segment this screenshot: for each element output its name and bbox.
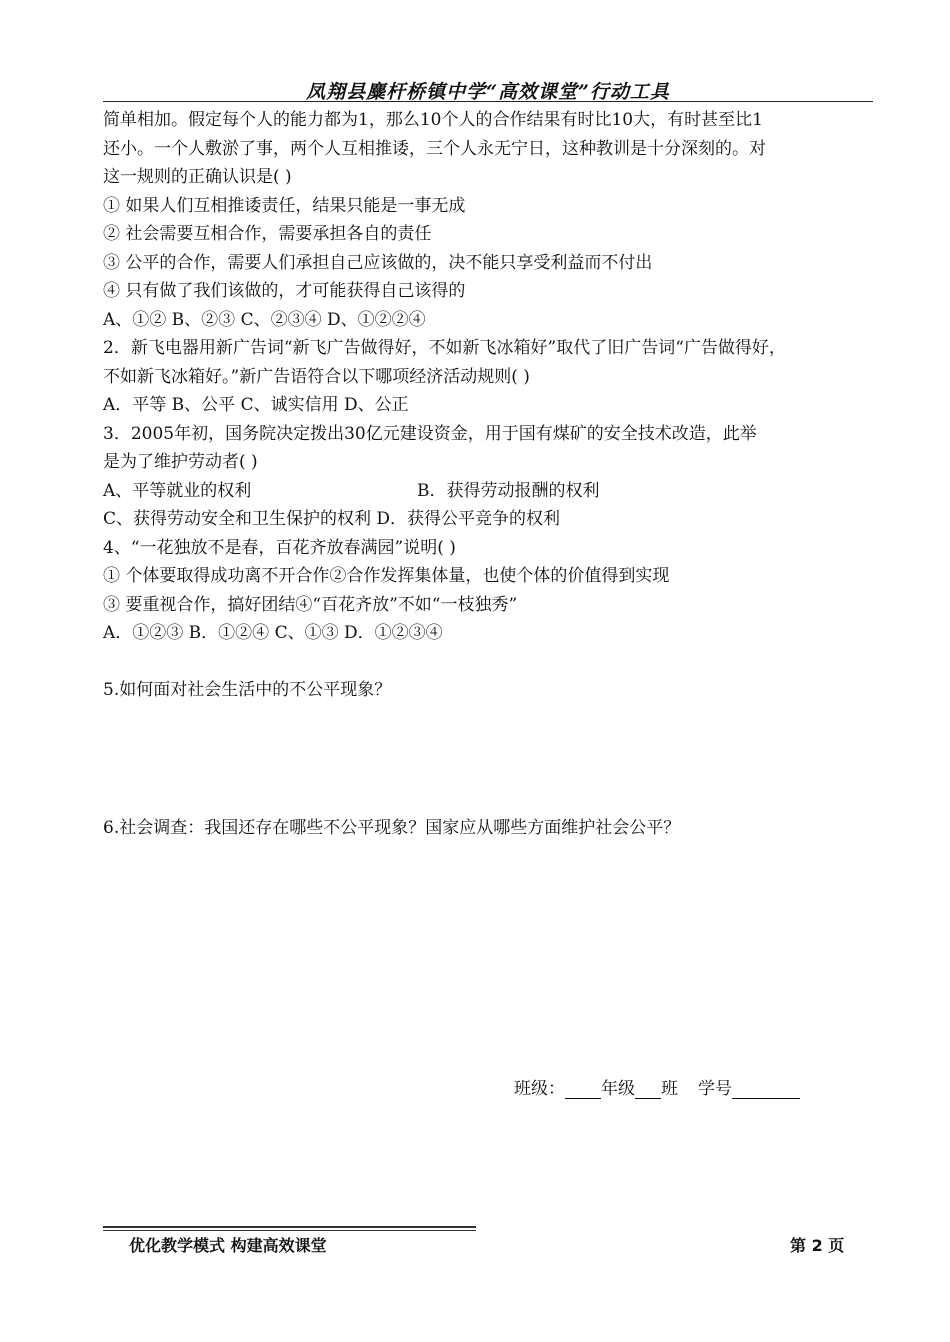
q1-line-1: 简单相加。假定每个人的能力都为1，那么10个人的合作结果有时比10大，有时甚至比1 — [103, 110, 763, 130]
q3-line-2: 是为了维护劳动者( ) — [103, 452, 258, 472]
footer-slogan: 优化教学模式 构建高效课堂 — [129, 1236, 327, 1255]
worksheet-body — [103, 106, 878, 843]
class-label: 班级： — [514, 1079, 565, 1099]
q4-answers: A．①②③ B．①②④ C、①③ D．①②③④ — [103, 623, 443, 643]
q6-text: 6.社会调查：我国还存在哪些不公平现象？国家应从哪些方面维护社会公平？ — [103, 818, 681, 838]
q2-line-2: 不如新飞冰箱好。”新广告语符合以下哪项经济活动规则( ) — [103, 366, 530, 387]
q1-answers: A、①② B、②③ C、②③④ D、①②②④ — [103, 309, 426, 330]
q3-option-b: B．获得劳动报酬的权利 — [417, 480, 600, 501]
ban-label: 班 — [661, 1079, 678, 1099]
header-title: 凤翔县麋杆桥镇中学“高效课堂”行动工具 — [306, 81, 670, 103]
q4-line-3: ③ 要重视合作，搞好团结④“百花齐放”不如“一枝独秀” — [103, 594, 518, 615]
q5-text: 5.如何面对社会生活中的不公平现象？ — [103, 679, 392, 700]
number-label: 学号 — [698, 1079, 732, 1099]
q4-line-1: 4、“一花独放不是春，百花齐放春满园”说明( ) — [103, 537, 456, 558]
q4-line-2: ① 个体要取得成功离不开合作②合作发挥集体量，也使个体的价值得到实现 — [103, 566, 670, 586]
q3-option-a: A、平等就业的权利 — [103, 480, 252, 501]
q2-answers: A．平等 B、公平 C、诚实信用 D、公正 — [103, 395, 409, 415]
q1-option-1: ① 如果人们互相推诿责任，结果只能是一事无成 — [103, 195, 466, 216]
header-divider — [103, 101, 873, 102]
q3-line-1: 3．2005年初，国务院决定拨出30亿元建设资金，用于国有煤矿的安全技术改造，此举 — [103, 423, 757, 444]
student-info — [514, 1074, 800, 1099]
number-blank[interactable] — [732, 1080, 800, 1099]
q1-option-3: ③ 公平的合作，需要人们承担自己应该做的，决不能只享受利益而不付出 — [103, 252, 653, 273]
footer-divider — [103, 1226, 476, 1231]
spacer — [103, 648, 878, 676]
q1-line-3: 这一规则的正确认识是( ) — [103, 167, 292, 187]
q3-options-cd: C、获得劳动安全和卫生保护的权利 D．获得公平竞争的权利 — [103, 509, 561, 529]
q3-options-ab — [103, 477, 878, 506]
q1-option-2: ② 社会需要互相合作，需要承担各自的责任 — [103, 224, 432, 244]
q1-option-4: ④ 只有做了我们该做的，才可能获得自己该得的 — [103, 281, 466, 301]
grade-label: 年级 — [601, 1079, 635, 1099]
page-number: 第 2 页 — [790, 1236, 845, 1255]
answer-space — [103, 704, 878, 814]
class-blank[interactable] — [635, 1080, 661, 1099]
grade-blank[interactable] — [565, 1080, 601, 1099]
q1-line-2: 还小。一个人敷淤了事，两个人互相推诿，三个人永无宁日，这种教训是十分深刻的。对 — [103, 138, 766, 159]
q2-line-1: 2．新飞电器用新广告词“新飞广告做得好，不如新飞冰箱好”取代了旧广告词“广告做得好， — [103, 338, 786, 358]
